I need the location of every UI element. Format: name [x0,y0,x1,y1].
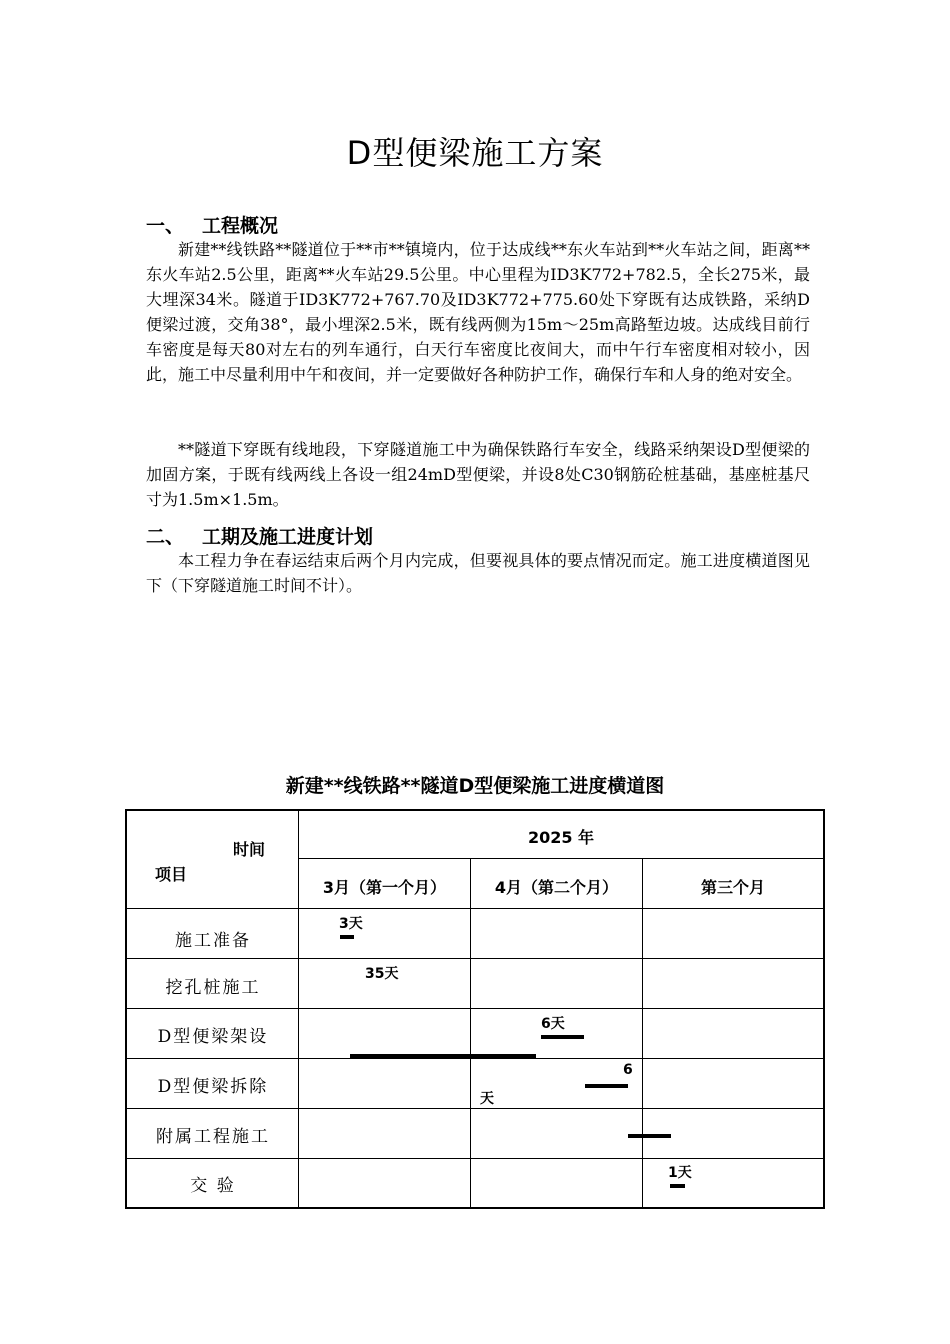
section-2-paragraph-1: 本工程力争在春运结束后两个月内完成，但要视具体的要点情况而定。施工进度横道图见下（下穿隧道施工时间不计）。 [146,551,810,595]
corner-item-label: 项目 [155,865,188,884]
section-2-heading [146,522,373,549]
page-title: D型便梁施工方案 [346,134,604,172]
month-header-1: 3月（第一个月） [322,878,447,897]
month-header-3: 第三个月 [700,878,765,897]
rule-row-5 [125,1158,825,1159]
section-2-number: 二、 [146,526,185,548]
task-ancillary: 附属工程施工 [156,1127,270,1147]
label-beam-remove-unit: 天 [480,1091,494,1107]
bar-acceptance [670,1184,685,1188]
table-border-top [125,809,825,811]
section-2-title: 工期及施工进度计划 [202,526,374,548]
table-border-right [823,809,825,1209]
section-1-number: 一、 [146,215,185,237]
bar-ancillary [628,1134,671,1138]
task-acceptance: 交 验 [190,1176,236,1196]
label-pile: 35天 [365,966,399,982]
bar-pile [350,1054,536,1058]
task-beam-erect: D型便梁架设 [157,1027,269,1047]
section-1-paragraph-1: 新建**线铁路**隧道位于**市**镇境内，位于达成线**东火车站到**火车站之间，距离**东火车站2.5公里，距离**火车站29.5公里。中心里程为ID3K772+782.5，全长275米，最大埋深34米。隧道于ID3K772+767.70及ID3K772+775.60处下穿既有达成铁路，采纳D便梁过渡，交角38°，最小埋深2.5米，既有线两侧为15m～25m高路堑边坡。达成线目前行车密度是每天80对左右的列车通行，白天行车密度比夜间大，而中午行车密度相对较小，因此，施工中尽量利用中午和夜间，并一定要做好各种防护工作，确保行车和人身的绝对安全。 [146,240,810,384]
month-header-2: 4月（第二个月） [494,878,619,897]
section-1-paragraph-2: **隧道下穿既有线地段，下穿隧道施工中为确保铁路行车安全，线路采纳架设D型便梁的加固方案，于既有线两线上各设一组24mD型便梁，并设8处C30钢筋砼桩基础，基座桩基尺寸为1.5m×1.5m。 [146,440,810,509]
col-rule-month-2 [642,858,643,1209]
year-header: 2025 年 [527,828,595,847]
table-border-bottom [125,1207,825,1209]
bar-beam-erect [541,1035,584,1039]
section-1-heading [146,211,278,238]
label-acceptance: 1天 [668,1165,692,1181]
bar-prep [340,935,354,939]
label-beam-remove-number: 6 [623,1062,633,1078]
gantt-title: 新建**线铁路**隧道D型便梁施工进度横道图 [285,775,665,797]
rule-header [125,908,825,909]
col-rule-items [298,809,299,1209]
gantt-table [125,809,825,1209]
rule-row-1 [125,958,825,959]
bar-beam-remove [585,1084,628,1088]
col-rule-month-1 [470,858,471,1209]
task-beam-remove: D型便梁拆除 [157,1077,269,1097]
rule-row-2 [125,1008,825,1009]
section-1-title: 工程概况 [202,215,279,237]
task-prep: 施工准备 [175,931,251,951]
label-prep: 3天 [339,916,363,932]
rule-row-3 [125,1058,825,1059]
table-border-left [125,809,127,1209]
rule-year [299,858,823,859]
rule-row-4 [125,1108,825,1109]
label-beam-erect: 6天 [541,1016,565,1032]
corner-time-label: 时间 [233,840,266,859]
task-pile: 挖孔桩施工 [165,978,261,998]
